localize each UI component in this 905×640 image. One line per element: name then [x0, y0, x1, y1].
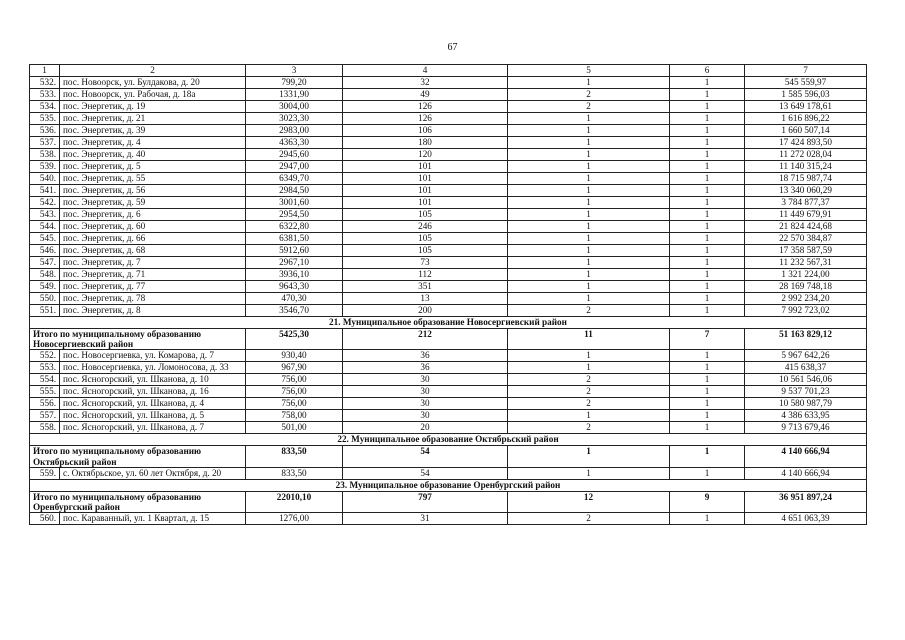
- row-number: 558.: [30, 422, 60, 434]
- area-cell: 756,00: [246, 398, 343, 410]
- table-row: [30, 173, 867, 185]
- column-5-cell: 1: [508, 161, 670, 173]
- column-4-cell: 180: [343, 137, 508, 149]
- column-6-cell: 1: [670, 281, 745, 293]
- column-4-cell: 101: [343, 173, 508, 185]
- total-area: 22010,10: [246, 491, 343, 512]
- area-cell: 2945,60: [246, 149, 343, 161]
- column-6-cell: 1: [670, 173, 745, 185]
- column-4-cell: 101: [343, 197, 508, 209]
- section-heading: 21. Муниципальное образование Новосергиевский район: [30, 317, 867, 329]
- column-4-cell: 112: [343, 269, 508, 281]
- row-number: 555.: [30, 386, 60, 398]
- column-4-cell: 126: [343, 101, 508, 113]
- column-6-cell: 1: [670, 386, 745, 398]
- row-number: 536.: [30, 125, 60, 137]
- total-row: [30, 491, 867, 512]
- total-column-5: 1: [508, 446, 670, 467]
- section-heading-row: [30, 479, 867, 491]
- cost-cell: 13 649 178,61: [745, 101, 867, 113]
- column-4-cell: 246: [343, 221, 508, 233]
- cost-cell: 17 424 893,50: [745, 137, 867, 149]
- cost-cell: 1 585 596,03: [745, 89, 867, 101]
- table-row: [30, 149, 867, 161]
- column-5-cell: 2: [508, 398, 670, 410]
- table-row: [30, 77, 867, 89]
- column-6-cell: 1: [670, 422, 745, 434]
- column-6-cell: 1: [670, 221, 745, 233]
- area-cell: 470,30: [246, 293, 343, 305]
- cost-cell: 4 651 063,39: [745, 513, 867, 525]
- total-column-5: 11: [508, 329, 670, 350]
- page-number: 67: [447, 42, 458, 53]
- column-number-row: [30, 65, 867, 77]
- column-5-cell: 2: [508, 386, 670, 398]
- row-number: 560.: [30, 513, 60, 525]
- column-5-cell: 1: [508, 257, 670, 269]
- column-4-cell: 30: [343, 398, 508, 410]
- row-number: 550.: [30, 293, 60, 305]
- column-5-cell: 1: [508, 137, 670, 149]
- area-cell: 758,00: [246, 410, 343, 422]
- column-6-cell: 1: [670, 101, 745, 113]
- column-4-cell: 30: [343, 386, 508, 398]
- area-cell: 2954,50: [246, 209, 343, 221]
- column-number: 3: [246, 65, 343, 77]
- table-row: [30, 350, 867, 362]
- table-row: [30, 281, 867, 293]
- table-row: [30, 101, 867, 113]
- total-area: 833,50: [246, 446, 343, 467]
- cost-cell: 11 449 679,91: [745, 209, 867, 221]
- cost-cell: 1 660 507,14: [745, 125, 867, 137]
- address-cell: пос. Новосергиевка, ул. Ломоносова, д. 33: [60, 362, 246, 374]
- column-5-cell: 2: [508, 422, 670, 434]
- row-number: 544.: [30, 221, 60, 233]
- area-cell: 3004,00: [246, 101, 343, 113]
- column-5-cell: 1: [508, 77, 670, 89]
- column-5-cell: 1: [508, 281, 670, 293]
- row-number: 535.: [30, 113, 60, 125]
- area-cell: 3546,70: [246, 305, 343, 317]
- cost-cell: 10 580 987,79: [745, 398, 867, 410]
- area-cell: 756,00: [246, 386, 343, 398]
- area-cell: 3023,30: [246, 113, 343, 125]
- address-cell: пос. Энергетик, д. 19: [60, 101, 246, 113]
- column-4-cell: 31: [343, 513, 508, 525]
- table-row: [30, 221, 867, 233]
- column-6-cell: 1: [670, 161, 745, 173]
- table-row: [30, 513, 867, 525]
- row-number: 537.: [30, 137, 60, 149]
- cost-cell: 11 232 567,31: [745, 257, 867, 269]
- address-cell: с. Октябрьское, ул. 60 лет Октября, д. 20: [60, 467, 246, 479]
- total-area: 5425,30: [246, 329, 343, 350]
- column-6-cell: 1: [670, 185, 745, 197]
- total-row: [30, 446, 867, 467]
- cost-cell: 1 616 896,22: [745, 113, 867, 125]
- cost-cell: 18 715 987,74: [745, 173, 867, 185]
- total-label: Итого по муниципальному образованию Новосергиевский район: [30, 329, 246, 350]
- column-4-cell: 36: [343, 362, 508, 374]
- column-4-cell: 54: [343, 467, 508, 479]
- area-cell: 2967,10: [246, 257, 343, 269]
- row-number: 553.: [30, 362, 60, 374]
- table-row: [30, 209, 867, 221]
- area-cell: 2983,00: [246, 125, 343, 137]
- table-row: [30, 113, 867, 125]
- column-4-cell: 105: [343, 233, 508, 245]
- column-4-cell: 106: [343, 125, 508, 137]
- column-5-cell: 2: [508, 374, 670, 386]
- column-5-cell: 2: [508, 89, 670, 101]
- table-row: [30, 245, 867, 257]
- cost-cell: 3 784 877,37: [745, 197, 867, 209]
- address-cell: пос. Новоорск, ул. Булдакова, д. 20: [60, 77, 246, 89]
- column-5-cell: 1: [508, 350, 670, 362]
- row-number: 556.: [30, 398, 60, 410]
- table-row: [30, 161, 867, 173]
- column-6-cell: 1: [670, 125, 745, 137]
- address-cell: пос. Энергетик, д. 68: [60, 245, 246, 257]
- register-table-body: [30, 65, 867, 525]
- cost-cell: 11 272 028,04: [745, 149, 867, 161]
- table-row: [30, 410, 867, 422]
- address-cell: пос. Энергетик, д. 40: [60, 149, 246, 161]
- address-cell: пос. Ясногорский, ул. Шканова, д. 5: [60, 410, 246, 422]
- table-row: [30, 137, 867, 149]
- area-cell: 1331,90: [246, 89, 343, 101]
- address-cell: пос. Энергетик, д. 66: [60, 233, 246, 245]
- row-number: 533.: [30, 89, 60, 101]
- row-number: 552.: [30, 350, 60, 362]
- area-cell: 967,90: [246, 362, 343, 374]
- column-4-cell: 20: [343, 422, 508, 434]
- address-cell: пос. Энергетик, д. 78: [60, 293, 246, 305]
- table-row: [30, 197, 867, 209]
- address-cell: пос. Энергетик, д. 71: [60, 269, 246, 281]
- column-5-cell: 1: [508, 149, 670, 161]
- total-label: Итого по муниципальному образованию Октябрьский район: [30, 446, 246, 467]
- cost-cell: 11 140 315,24: [745, 161, 867, 173]
- column-5-cell: 2: [508, 101, 670, 113]
- cost-cell: 17 358 587,59: [745, 245, 867, 257]
- address-cell: пос. Энергетик, д. 5: [60, 161, 246, 173]
- address-cell: пос. Энергетик, д. 4: [60, 137, 246, 149]
- table-row: [30, 257, 867, 269]
- column-6-cell: 1: [670, 269, 745, 281]
- table-row: [30, 89, 867, 101]
- column-5-cell: 1: [508, 197, 670, 209]
- area-cell: 5912,60: [246, 245, 343, 257]
- column-4-cell: 30: [343, 410, 508, 422]
- column-5-cell: 1: [508, 233, 670, 245]
- row-number: 543.: [30, 209, 60, 221]
- cost-cell: 9 537 701,23: [745, 386, 867, 398]
- area-cell: 9643,30: [246, 281, 343, 293]
- column-4-cell: 30: [343, 374, 508, 386]
- column-6-cell: 1: [670, 149, 745, 161]
- address-cell: пос. Ясногорский, ул. Шканова, д. 4: [60, 398, 246, 410]
- address-cell: пос. Энергетик, д. 77: [60, 281, 246, 293]
- column-5-cell: 1: [508, 113, 670, 125]
- address-cell: пос. Энергетик, д. 6: [60, 209, 246, 221]
- total-cost: 51 163 829,12: [745, 329, 867, 350]
- column-6-cell: 1: [670, 293, 745, 305]
- area-cell: 4363,30: [246, 137, 343, 149]
- column-5-cell: 1: [508, 173, 670, 185]
- total-column-4: 212: [343, 329, 508, 350]
- column-6-cell: 1: [670, 257, 745, 269]
- column-4-cell: 101: [343, 161, 508, 173]
- table-row: [30, 467, 867, 479]
- cost-cell: 28 169 748,18: [745, 281, 867, 293]
- column-5-cell: 2: [508, 305, 670, 317]
- row-number: 548.: [30, 269, 60, 281]
- table-row: [30, 374, 867, 386]
- column-5-cell: 1: [508, 293, 670, 305]
- column-4-cell: 105: [343, 209, 508, 221]
- cost-cell: 5 967 642,26: [745, 350, 867, 362]
- address-cell: пос. Энергетик, д. 8: [60, 305, 246, 317]
- address-cell: пос. Энергетик, д. 39: [60, 125, 246, 137]
- address-cell: пос. Энергетик, д. 60: [60, 221, 246, 233]
- column-5-cell: 1: [508, 362, 670, 374]
- column-number: 6: [670, 65, 745, 77]
- total-column-4: 797: [343, 491, 508, 512]
- area-cell: 756,00: [246, 374, 343, 386]
- column-6-cell: 1: [670, 137, 745, 149]
- address-cell: пос. Караванный, ул. 1 Квартал, д. 15: [60, 513, 246, 525]
- column-4-cell: 200: [343, 305, 508, 317]
- column-4-cell: 36: [343, 350, 508, 362]
- table-row: [30, 386, 867, 398]
- cost-cell: 13 340 060,29: [745, 185, 867, 197]
- area-cell: 3001,60: [246, 197, 343, 209]
- column-6-cell: 1: [670, 374, 745, 386]
- area-cell: 3936,10: [246, 269, 343, 281]
- table-row: [30, 398, 867, 410]
- total-column-6: 9: [670, 491, 745, 512]
- row-number: 546.: [30, 245, 60, 257]
- area-cell: 930,40: [246, 350, 343, 362]
- row-number: 551.: [30, 305, 60, 317]
- cost-cell: 4 386 633,95: [745, 410, 867, 422]
- cost-cell: 1 321 224,00: [745, 269, 867, 281]
- column-number: 5: [508, 65, 670, 77]
- column-number: 1: [30, 65, 60, 77]
- column-5-cell: 2: [508, 513, 670, 525]
- table-row: [30, 305, 867, 317]
- total-column-6: 1: [670, 446, 745, 467]
- column-4-cell: 120: [343, 149, 508, 161]
- column-6-cell: 1: [670, 305, 745, 317]
- total-cost: 36 951 897,24: [745, 491, 867, 512]
- column-6-cell: 1: [670, 467, 745, 479]
- area-cell: 6322,80: [246, 221, 343, 233]
- column-6-cell: 1: [670, 197, 745, 209]
- column-5-cell: 1: [508, 125, 670, 137]
- area-cell: 2984,50: [246, 185, 343, 197]
- total-column-4: 54: [343, 446, 508, 467]
- column-6-cell: 1: [670, 350, 745, 362]
- column-6-cell: 1: [670, 89, 745, 101]
- row-number: 538.: [30, 149, 60, 161]
- area-cell: 1276,00: [246, 513, 343, 525]
- address-cell: пос. Ясногорский, ул. Шканова, д. 7: [60, 422, 246, 434]
- column-number: 7: [745, 65, 867, 77]
- column-4-cell: 32: [343, 77, 508, 89]
- column-5-cell: 1: [508, 221, 670, 233]
- row-number: 559.: [30, 467, 60, 479]
- address-cell: пос. Энергетик, д. 59: [60, 197, 246, 209]
- address-cell: пос. Энергетик, д. 56: [60, 185, 246, 197]
- address-cell: пос. Новосергиевка, ул. Комарова, д. 7: [60, 350, 246, 362]
- column-6-cell: 1: [670, 209, 745, 221]
- row-number: 539.: [30, 161, 60, 173]
- total-row: [30, 329, 867, 350]
- column-5-cell: 1: [508, 245, 670, 257]
- column-6-cell: 1: [670, 245, 745, 257]
- cost-cell: 7 992 723,02: [745, 305, 867, 317]
- column-4-cell: 73: [343, 257, 508, 269]
- row-number: 540.: [30, 173, 60, 185]
- address-cell: пос. Ясногорский, ул. Шканова, д. 10: [60, 374, 246, 386]
- total-cost: 4 140 666,94: [745, 446, 867, 467]
- row-number: 534.: [30, 101, 60, 113]
- section-heading: 22. Муниципальное образование Октябрьский район: [30, 434, 867, 446]
- column-4-cell: 105: [343, 245, 508, 257]
- cost-cell: 21 824 424,68: [745, 221, 867, 233]
- row-number: 545.: [30, 233, 60, 245]
- cost-cell: 545 559,97: [745, 77, 867, 89]
- table-row: [30, 362, 867, 374]
- column-4-cell: 13: [343, 293, 508, 305]
- section-heading-row: [30, 317, 867, 329]
- column-6-cell: 1: [670, 513, 745, 525]
- column-5-cell: 1: [508, 185, 670, 197]
- table-row: [30, 293, 867, 305]
- column-6-cell: 1: [670, 77, 745, 89]
- total-label: Итого по муниципальному образованию Оренбургский район: [30, 491, 246, 512]
- column-number: 2: [60, 65, 246, 77]
- column-5-cell: 1: [508, 467, 670, 479]
- area-cell: 2947,00: [246, 161, 343, 173]
- row-number: 541.: [30, 185, 60, 197]
- row-number: 557.: [30, 410, 60, 422]
- cost-cell: 2 992 234,20: [745, 293, 867, 305]
- cost-cell: 10 561 546,06: [745, 374, 867, 386]
- column-6-cell: 1: [670, 233, 745, 245]
- area-cell: 501,00: [246, 422, 343, 434]
- area-cell: 6381,50: [246, 233, 343, 245]
- cost-cell: 22 570 384,87: [745, 233, 867, 245]
- row-number: 542.: [30, 197, 60, 209]
- column-4-cell: 351: [343, 281, 508, 293]
- column-number: 4: [343, 65, 508, 77]
- table-row: [30, 185, 867, 197]
- row-number: 554.: [30, 374, 60, 386]
- column-4-cell: 126: [343, 113, 508, 125]
- total-column-6: 7: [670, 329, 745, 350]
- section-heading-row: [30, 434, 867, 446]
- table-row: [30, 125, 867, 137]
- table-row: [30, 422, 867, 434]
- row-number: 532.: [30, 77, 60, 89]
- section-heading: 23. Муниципальное образование Оренбургский район: [30, 479, 867, 491]
- area-cell: 833,50: [246, 467, 343, 479]
- cost-cell: 415 638,37: [745, 362, 867, 374]
- column-5-cell: 1: [508, 209, 670, 221]
- address-cell: пос. Ясногорский, ул. Шканова, д. 16: [60, 386, 246, 398]
- total-column-5: 12: [508, 491, 670, 512]
- cost-cell: 4 140 666,94: [745, 467, 867, 479]
- column-6-cell: 1: [670, 362, 745, 374]
- column-6-cell: 1: [670, 410, 745, 422]
- table-row: [30, 269, 867, 281]
- column-4-cell: 49: [343, 89, 508, 101]
- column-5-cell: 1: [508, 269, 670, 281]
- area-cell: 799,20: [246, 77, 343, 89]
- row-number: 547.: [30, 257, 60, 269]
- row-number: 549.: [30, 281, 60, 293]
- address-cell: пос. Новоорск, ул. Рабочая, д. 18а: [60, 89, 246, 101]
- column-4-cell: 101: [343, 185, 508, 197]
- address-cell: пос. Энергетик, д. 7: [60, 257, 246, 269]
- table-row: [30, 233, 867, 245]
- column-6-cell: 1: [670, 398, 745, 410]
- column-5-cell: 1: [508, 410, 670, 422]
- register-table: [29, 64, 867, 525]
- address-cell: пос. Энергетик, д. 21: [60, 113, 246, 125]
- cost-cell: 9 713 679,46: [745, 422, 867, 434]
- address-cell: пос. Энергетик, д. 55: [60, 173, 246, 185]
- column-6-cell: 1: [670, 113, 745, 125]
- area-cell: 6349,70: [246, 173, 343, 185]
